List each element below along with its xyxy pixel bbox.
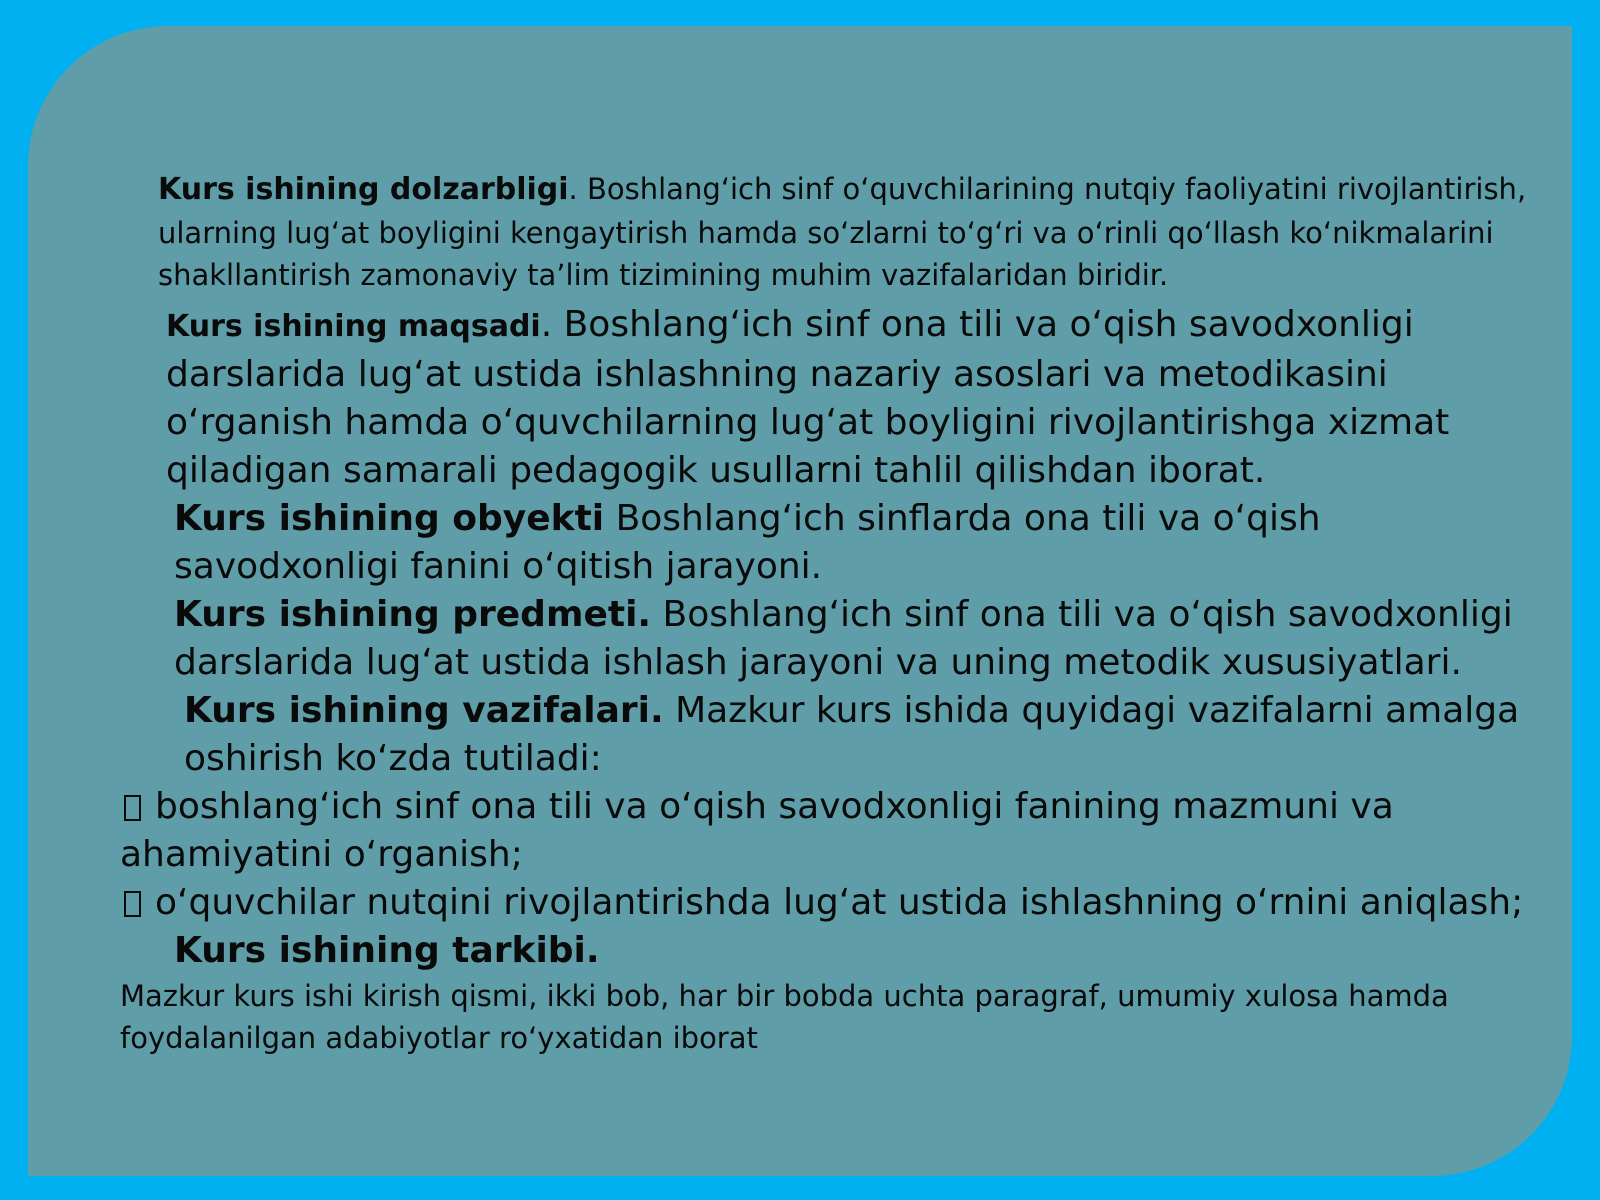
text-dolzarbligi: . Boshlang‘ich sinf o‘quvchilarining nutqiy faoliyatini rivojlantirish, ularning lug‘at boyligini kengaytirish hamda so‘zlarni to‘g‘ri va o‘rinli qo‘llash ko‘nikmalarini shakllantirish zamonaviy ta’lim tizimining muhim vazifalaridan biridir.: [158, 172, 1527, 292]
paragraph-tarkibi-heading: [120, 927, 1540, 975]
heading-vazifalari: Kurs ishining vazifalari.: [184, 689, 664, 731]
paragraph-vazifalari: [120, 687, 1540, 783]
heading-obyekti: Kurs ishining obyekti: [174, 497, 605, 539]
bullet-box-icon: [124, 795, 141, 821]
bullet-item: [120, 783, 1540, 879]
bullet-box-icon: [124, 891, 141, 917]
paragraph-predmeti: [120, 591, 1540, 687]
text-tarkibi: Mazkur kurs ishi kirish qismi, ikki bob, har bir bobda uchta paragraf, umumiy xulosa hamda foydalanilgan adabiyotlar ro‘yxatidan iborat: [120, 978, 1449, 1055]
heading-maqsadi: Kurs ishining maqsadi: [166, 308, 541, 344]
text-predmeti: Boshlang‘ich sinf ona tili va o‘qish savodxonligi darslarida lug‘at ustida ishlash jarayoni va uning metodik xususiyatlari.: [174, 593, 1513, 683]
bullet-item: [120, 879, 1540, 927]
text-obyekti: Boshlang‘ich sinflarda ona tili va o‘qish savodxonligi fanini o‘qitish jarayoni.: [174, 497, 1321, 587]
paragraph-maqsadi: [120, 301, 1540, 495]
heading-tarkibi: Kurs ishining tarkibi.: [174, 929, 600, 971]
text-maqsadi: . Boshlang‘ich sinf ona tili va o‘qish savodxonligi darslarida lug‘at ustida ishlashning nazariy asoslari va metodikasini o‘rganish hamda o‘quvchilarning lug‘at boyligini rivojlantirishga xizmat qiladigan samarali pedagogik usullarni tahlil qilishdan iborat.: [166, 303, 1450, 491]
bullet-text: boshlang‘ich sinf ona tili va o‘qish savodxonligi fanining mazmuni va ahamiyatini o‘rganish;: [120, 785, 1394, 875]
bullet-text: o‘quvchilar nutqini rivojlantirishda lug‘at ustida ishlashning o‘rnini aniqlash;: [155, 881, 1524, 923]
heading-dolzarbligi: Kurs ishining dolzarbligi: [158, 172, 569, 207]
paragraph-dolzarbligi: [120, 168, 1540, 297]
slide-text-block: [120, 168, 1540, 1060]
heading-predmeti: Kurs ishining predmeti.: [174, 593, 652, 635]
paragraph-tarkibi: [120, 975, 1540, 1060]
text-vazifalari: Mazkur kurs ishida quyidagi vazifalarni amalga oshirish ko‘zda tutiladi:: [184, 689, 1520, 779]
slide-panel: [28, 26, 1572, 1176]
paragraph-obyekti: [120, 495, 1540, 591]
